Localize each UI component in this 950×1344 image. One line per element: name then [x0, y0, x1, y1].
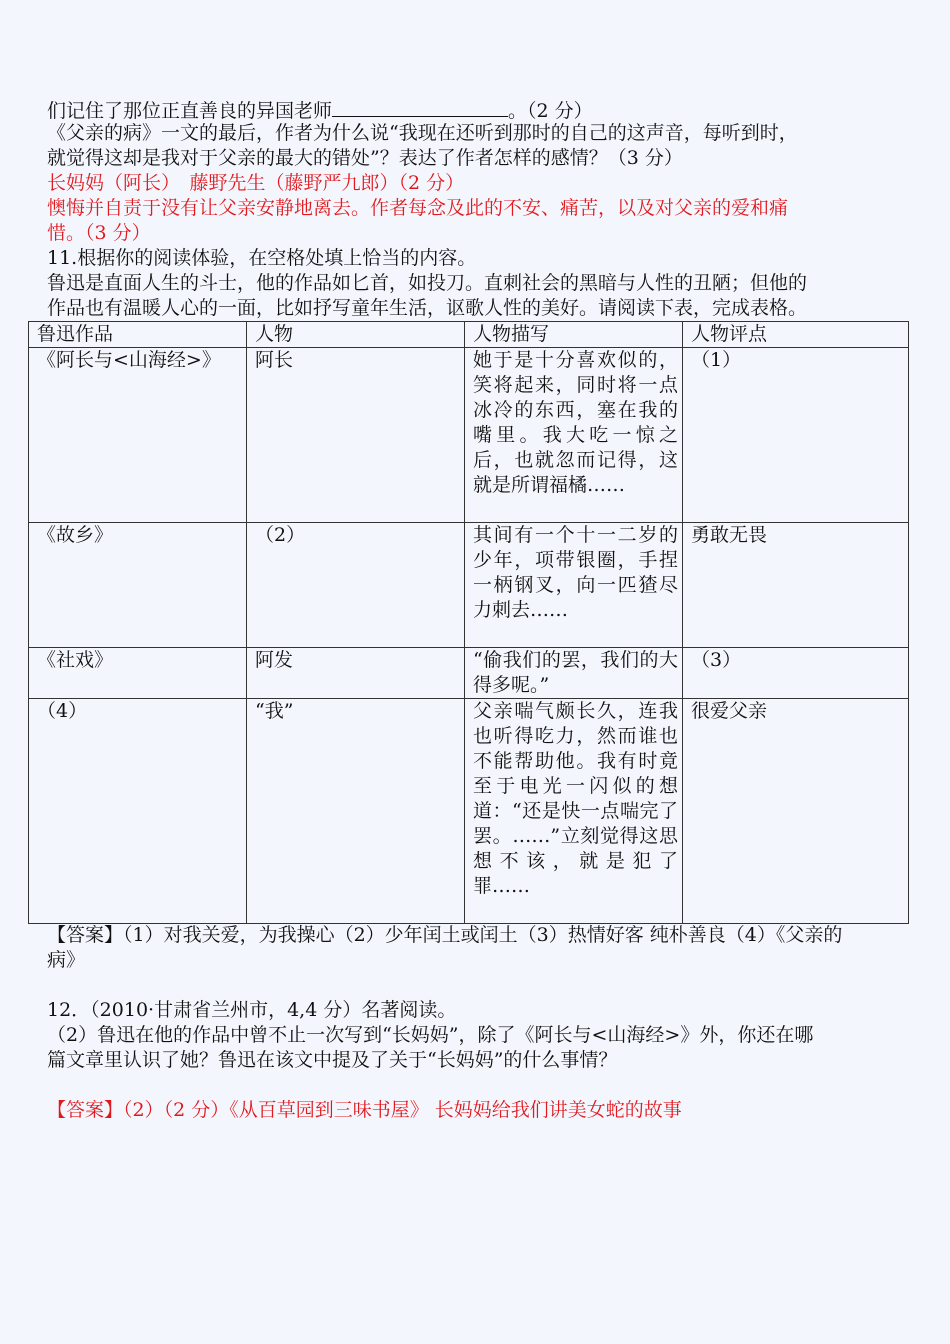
header-character: 人物 — [247, 322, 465, 348]
cell-character: 阿发 — [247, 648, 465, 699]
cell-description: “偷我们的罢，我们的大得多呢。” — [465, 648, 683, 699]
table-row — [29, 648, 909, 699]
header-works: 鲁迅作品 — [29, 322, 247, 348]
q10-answer2-line2: 惜。（3 分） — [47, 222, 151, 244]
q10-answer1: 长妈妈（阿长） 藤野先生（藤野严九郎）（2 分） — [47, 172, 465, 194]
cell-comment: （1） — [683, 348, 909, 523]
table-row — [29, 699, 909, 924]
q12-title: 12．（2010·甘肃省兰州市，4,4 分）名著阅读。 — [47, 999, 457, 1021]
q10-line1: 们记住了那位正直善良的异国老师 。（2 分） — [47, 96, 909, 124]
cell-comment: 勇敢无畏 — [683, 523, 909, 648]
cell-work: 《阿长与<山海经>》 — [29, 348, 247, 523]
luxun-works-table — [28, 321, 909, 924]
cell-comment: （3） — [683, 648, 909, 699]
q11-title: 11.根据你的阅读体验，在空格处填上恰当的内容。 — [47, 247, 477, 269]
q12-answer: 【答案】（2）（2 分）《从百草园到三味书屋》 长妈妈给我们讲美女蛇的故事 — [47, 1099, 682, 1121]
q11-answer-line2: 病》 — [47, 949, 86, 971]
cell-description: 她于是十分喜欢似的，笑将起来，同时将一点冰冷的东西，塞在我的嘴里。我大吃一惊之后，也就忽而记得，这就是所谓福橘…… — [465, 348, 683, 523]
header-description: 人物描写 — [465, 322, 683, 348]
cell-work: 《社戏》 — [29, 648, 247, 699]
table-row — [29, 523, 909, 648]
q10-question-line3: 就觉得这却是我对于父亲的最大的错处”？表达了作者怎样的感情？（3 分） — [47, 147, 683, 169]
cell-character: （2） — [247, 523, 465, 648]
cell-work: 《故乡》 — [29, 523, 247, 648]
table-row — [29, 348, 909, 523]
q12-question-line1: （2）鲁迅在他的作品中曾不止一次写到“长妈妈”，除了《阿长与<山海经>》外，你还在哪 — [47, 1024, 814, 1046]
cell-work: （4） — [29, 699, 247, 924]
q12-question-line2: 篇文章里认识了她？鲁迅在该文中提及了关于“长妈妈”的什么事情？ — [47, 1049, 618, 1071]
q10-question-line2: 《父亲的病》一文的最后，作者为什么说“我现在还听到那时的自己的这声音，每听到时， — [47, 122, 798, 144]
answer-blank — [332, 96, 508, 117]
q11-intro-line1: 鲁迅是直面人生的斗士，他的作品如匕首，如投刀。直刺社会的黑暗与人性的丑陋；但他的 — [47, 272, 808, 294]
cell-description: 其间有一个十一二岁的少年，项带银圈，手捏一柄钢叉，向一匹猹尽力刺去…… — [465, 523, 683, 648]
table-header-row — [29, 322, 909, 348]
q10-answer2-line1: 懊悔并自责于没有让父亲安静地离去。作者每念及此的不安、痛苦，以及对父亲的爱和痛 — [47, 197, 789, 219]
cell-comment: 很爱父亲 — [683, 699, 909, 924]
q11-intro-line2: 作品也有温暖人心的一面，比如抒写童年生活，讴歌人性的美好。请阅读下表，完成表格。 — [47, 297, 808, 319]
header-comment: 人物评点 — [683, 322, 909, 348]
cell-character: 阿长 — [247, 348, 465, 523]
cell-character: “我” — [247, 699, 465, 924]
cell-description: 父亲喘气颇长久，连我也听得吃力，然而谁也不能帮助他。我有时竟至于电光一闪似的想道：“还是快一点喘完了罢。……”立刻觉得这思想不该，就是犯了罪…… — [465, 699, 683, 924]
q11-answer-line1: 【答案】（1）对我关爱，为我操心（2）少年闰土或闰土（3）热情好客 纯朴善良（4）《父亲的 — [47, 924, 843, 946]
